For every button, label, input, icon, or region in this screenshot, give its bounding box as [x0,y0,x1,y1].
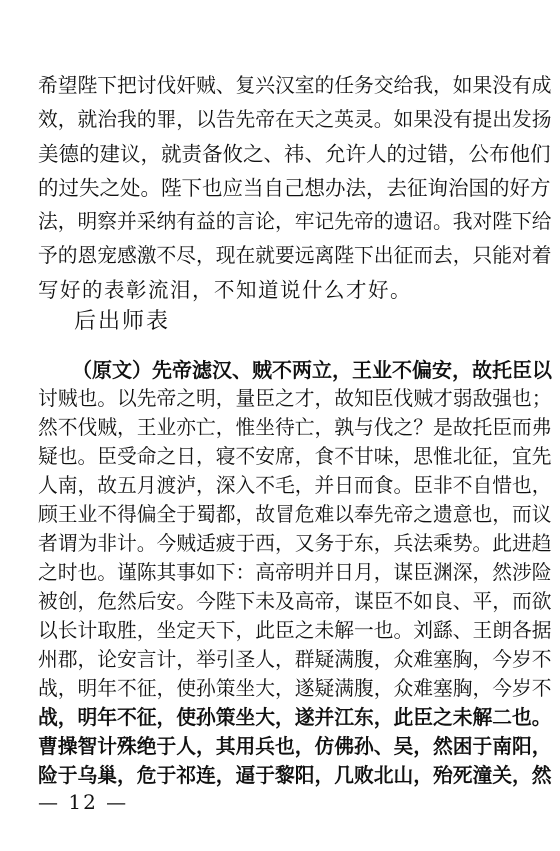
text-line: 战，明年不征，使孙策坐大，遂疑满腹，众难塞胸，今岁不 [38,677,552,700]
text-line: 险于乌巢，危于祁连，逼于黎阳，几败北山，殆死潼关，然 [38,764,552,787]
text-line: 者谓为非计。今贼适疲于西，又务于东，兵法乘势。此进趋 [38,532,552,555]
text-line: 予的恩宠感激不尽，现在就要远离陛下出征而去，只能对着 [38,244,552,267]
text-line: 讨贼也。以先帝之明，量臣之才，故知臣伐贼才弱敌强也； [38,387,552,410]
text-line: 曹操智计殊绝于人，其用兵也，仿佛孙、吴，然困于南阳， [38,735,552,758]
text-line: 州郡，论安言计，举引圣人，群疑满腹，众难塞胸，今岁不 [38,648,552,671]
text-line: 的过失之处。陛下也应当自己想办法，去征询治国的好方 [38,176,551,200]
text-line: 法，明察并采纳有益的言论，牢记先帝的遗诏。我对陛下给 [38,210,552,233]
text-line: 以长计取胜，坐定天下，此臣之未解一也。刘繇、王朗各据 [38,619,552,642]
text-line: 美德的建议，就责备攸之、祎、允许人的过错，公布他们 [38,142,551,166]
text-line: 人南，故五月渡泸，深入不毛，并日而食。臣非不自惜也， [38,474,552,497]
text-line: 之时也。谨陈其事如下：高帝明并日月，谋臣渊深，然涉险 [38,561,552,584]
text-line: 效，就治我的罪，以告先帝在天之英灵。如果没有提出发扬 [38,108,552,131]
text-line: 疑也。臣受命之日，寝不安席，食不甘味，思惟北征，宜先 [38,445,552,468]
text-line: 然不伐贼，王业亦亡，惟坐待亡，孰与伐之？是故托臣而弗 [38,416,552,439]
text-line: 被创，危然后安。今陛下未及高帝，谋臣不如良、平，而欲 [38,590,552,613]
text-line: 顾王业不得偏全于蜀都，故冒危难以奉先帝之遗意也，而议 [38,503,552,526]
text-line: 战，明年不征，使孙策坐大，遂并江东，此臣之未解二也。 [38,706,552,729]
text-line: （原文）先帝滤汉、贼不两立，王业不偏安，故托臣以 [72,358,552,382]
page-number: — 12 — [38,790,129,814]
section-title: 后出师表 [74,309,171,334]
text-line: 希望陛下把讨伐奸贼、复兴汉室的任务交给我，如果没有成 [38,74,552,97]
text-line: 写好的表彰流泪，不知道说什么才好。 [38,278,412,302]
